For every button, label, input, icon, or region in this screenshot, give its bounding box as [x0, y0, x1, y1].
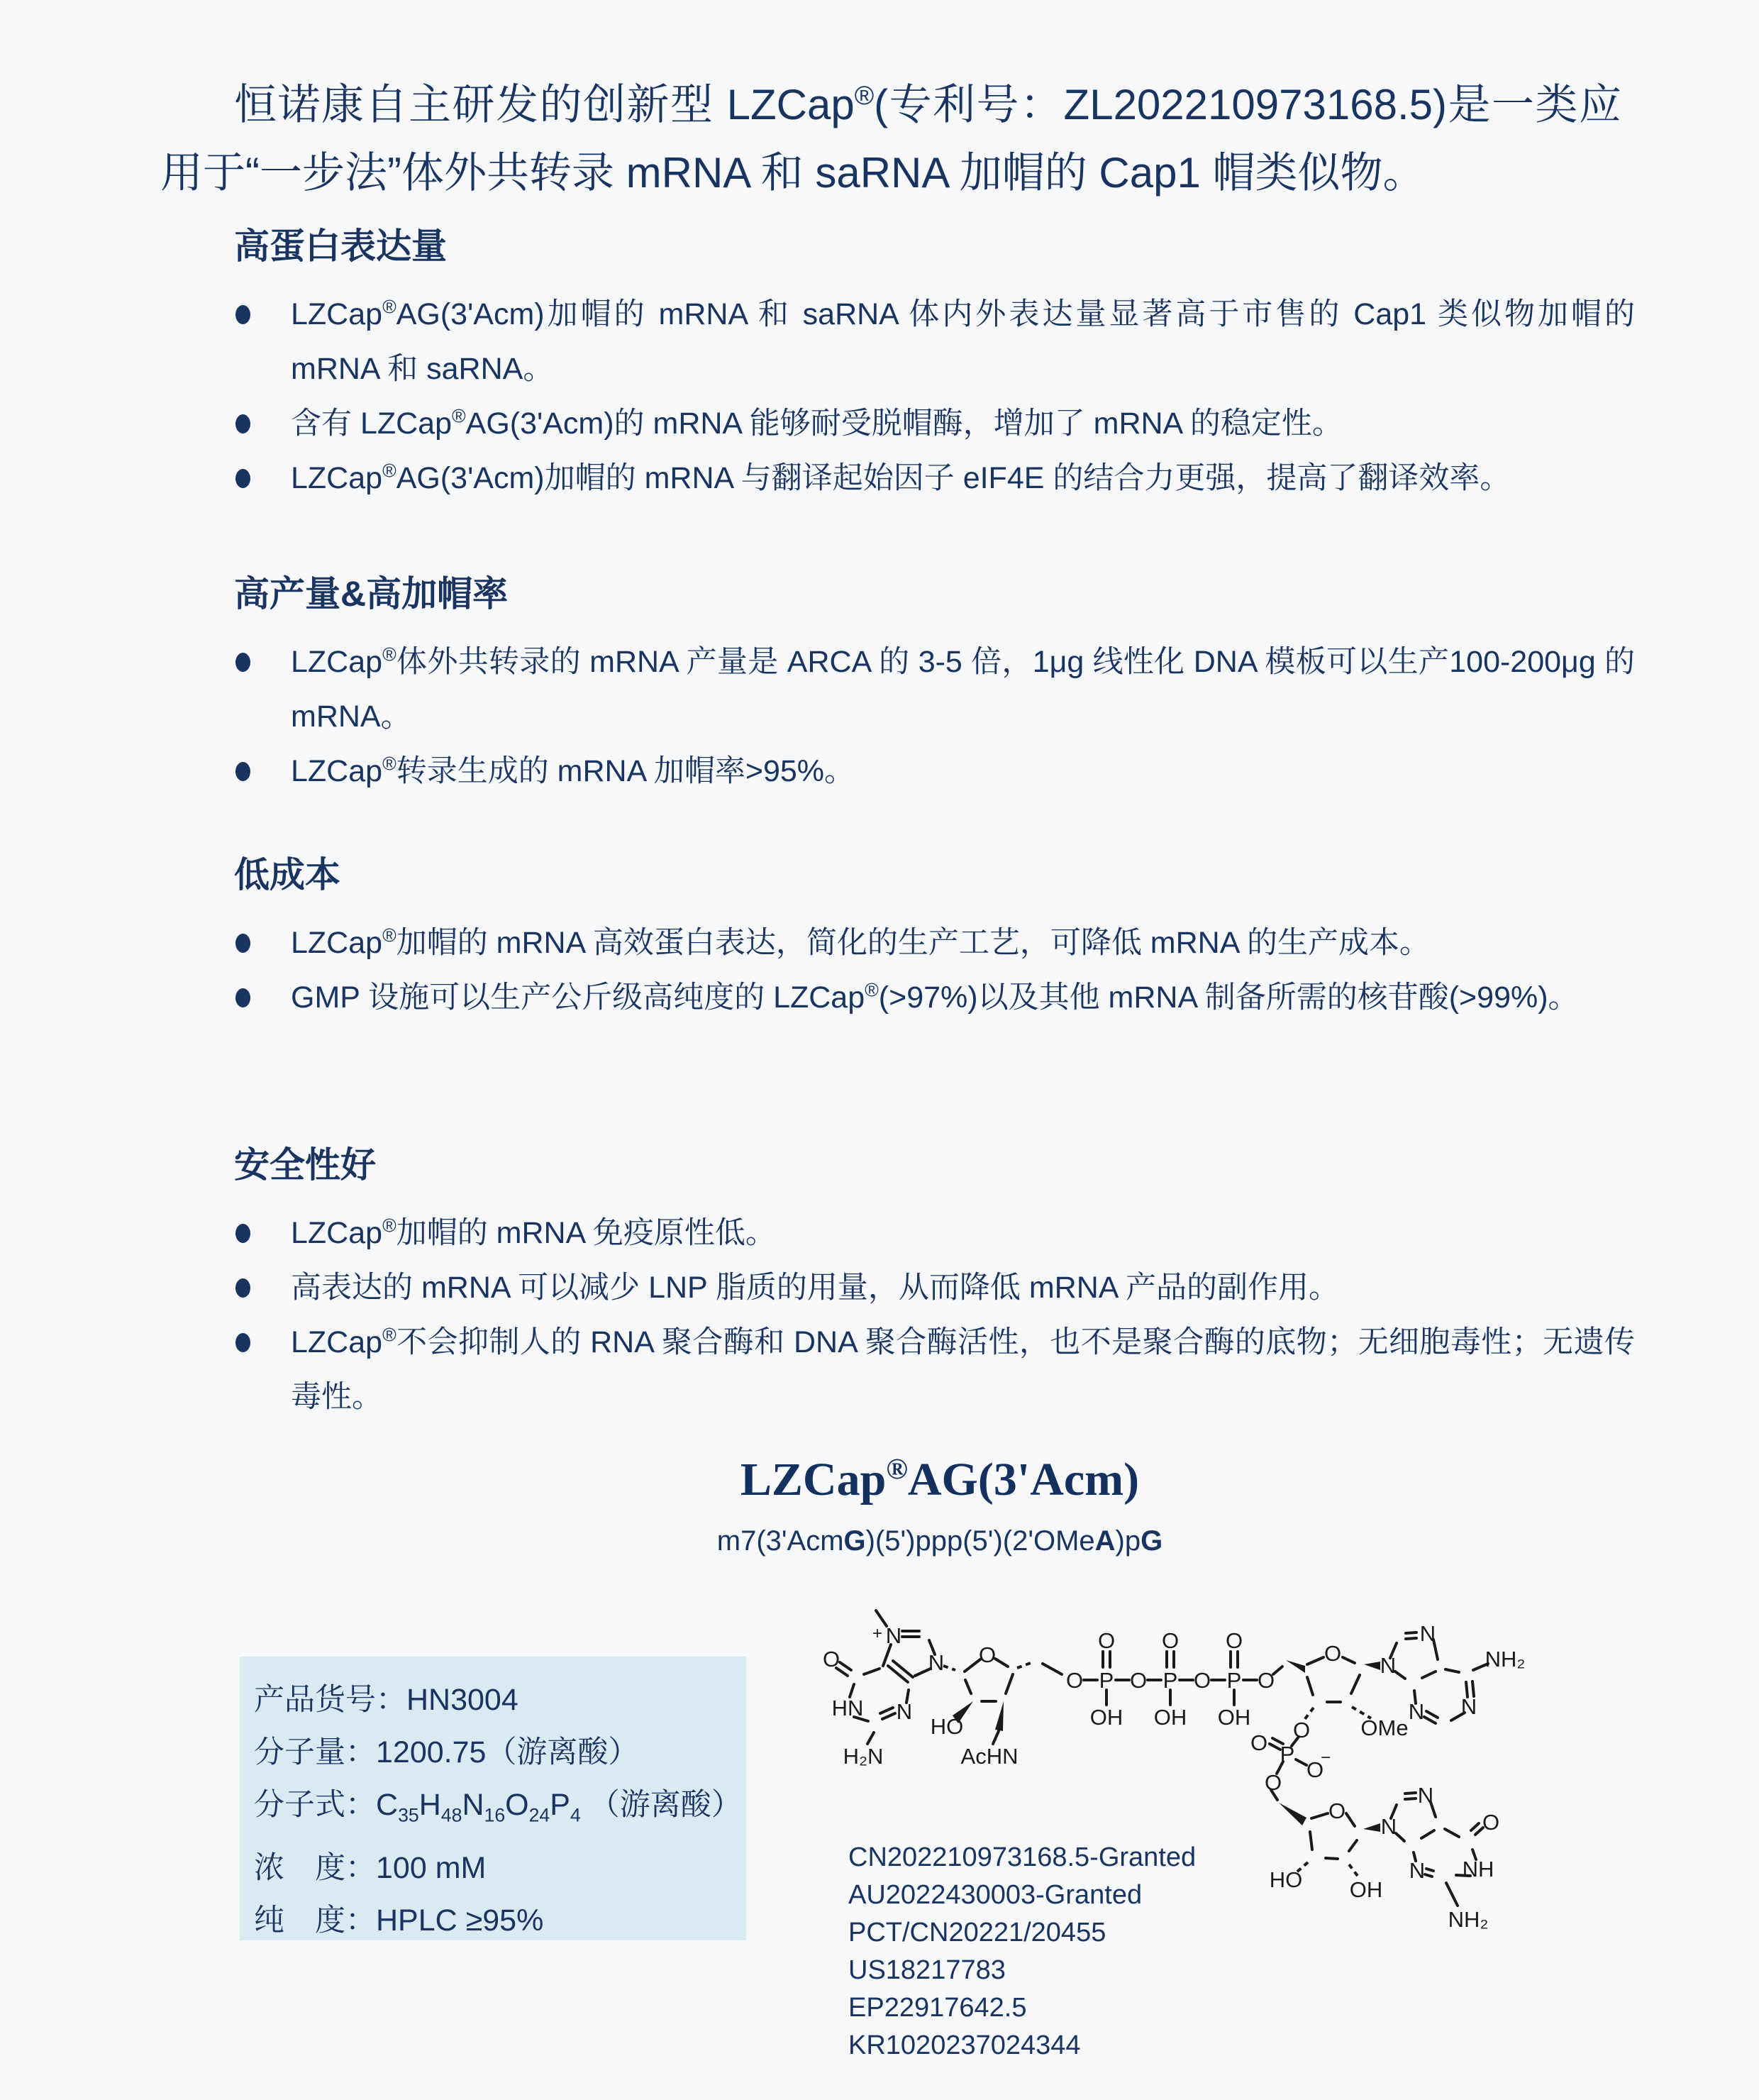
bullet-list [234, 635, 1635, 799]
cap-formula-segment: G [1141, 1525, 1163, 1557]
cap-formula-segment: )(5')ppp(5')(2'OMe [865, 1525, 1095, 1557]
bullet-item: LZCap®加帽的 mRNA 高效蛋白表达，简化的生产工艺，可降低 mRNA 的生产成本。 [234, 916, 1635, 971]
info-value: HPLC ≥95% [376, 1903, 544, 1938]
cap-formula-segment: G [843, 1525, 866, 1557]
product-info-row [254, 1842, 739, 1894]
atom-label: AcHN [960, 1744, 1019, 1769]
atom-label: N [1460, 1694, 1477, 1719]
product-info-row [254, 1779, 742, 1842]
atom-label: P [1280, 1742, 1295, 1767]
atom-label: O [822, 1647, 840, 1671]
bullet-item: LZCap®AG(3'Acm)加帽的 mRNA 与翻译起始因子 eIF4E 的结合力更强，提高了翻译效率。 [234, 451, 1635, 506]
section-heading: 高蛋白表达量 [234, 226, 447, 266]
atom-label: O [1225, 1628, 1243, 1653]
atom-label: N [1380, 1814, 1397, 1839]
product-info-box [240, 1657, 746, 1940]
atom-label: N [1380, 1653, 1397, 1678]
chemical-structure-svg [809, 1582, 1546, 2008]
info-label: 纯 度： [254, 1903, 376, 1938]
atom-label: OH [1089, 1705, 1123, 1730]
atom-label: O [1306, 1757, 1324, 1782]
info-value: $C_{35}H_{48}N_{16}O_{24}P_4$ （游离酸） [376, 1788, 742, 1826]
atom-label: OH [1349, 1877, 1383, 1902]
section-low-cost [234, 853, 1635, 1025]
bullet-item: LZCap®转录生成的 mRNA 加帽率>95%。 [234, 744, 1635, 799]
atom-label: − [1320, 1748, 1331, 1767]
atom-label: P [1226, 1668, 1242, 1693]
patent-item: CN202210973168.5-Granted [848, 1842, 1197, 1872]
bullet-item: LZCap®不会抑制人的 RNA 聚合酶和 DNA 聚合酶活性，也不是聚合酶的底物；无细胞毒性；无遗传毒性。 [234, 1315, 1635, 1425]
atom-label: O [1292, 1718, 1311, 1742]
bullet-list [234, 1206, 1635, 1425]
atom-label: HO [930, 1714, 964, 1739]
product-info-row [254, 1726, 739, 1779]
atom-label: NH [1462, 1857, 1494, 1881]
atom-label: HN [831, 1696, 864, 1720]
atom-label: O [1065, 1668, 1084, 1693]
intro-paragraph: 恒诺康自主研发的创新型 LZCap®(专利号：ZL202210973168.5)是一类应用于“一步法”体外共转录 mRNA 和 saRNA 加帽的 Cap1 帽类似物。 [160, 80, 1621, 197]
info-value: HN3004 [406, 1683, 518, 1717]
atom-label: O [1193, 1668, 1211, 1693]
atom-label: O [1264, 1770, 1282, 1795]
patent-item: PCT/CN20221/20455 [848, 1918, 1106, 1947]
product-cap-formula [121, 1525, 1759, 1557]
atom-label: O [1328, 1798, 1346, 1823]
patent-item: US18217783 [848, 1955, 1006, 1985]
cap-formula-segment: A [1094, 1525, 1116, 1557]
atom-label: N [1419, 1621, 1436, 1646]
atom-label: P [1099, 1668, 1114, 1693]
section-yield-capping [234, 573, 1635, 799]
cap-formula-segment: )p [1115, 1525, 1141, 1557]
cap-formula-segment: m7(3'Acm [716, 1525, 844, 1557]
atom-label: HO [1269, 1867, 1303, 1892]
atom-label: + [872, 1624, 883, 1643]
chemical-structure [809, 1582, 1546, 2008]
bullet-item: LZCap®加帽的 mRNA 免疫原性低。 [234, 1206, 1635, 1261]
atom-label: N [1409, 1858, 1426, 1883]
section-safety [234, 1144, 1635, 1425]
atom-label: N [885, 1623, 902, 1648]
patent-item: EP22917642.5 [848, 1993, 1027, 2023]
bullet-item: 高表达的 mRNA 可以减少 LNP 脂质的用量，从而降低 mRNA 产品的副作用。 [234, 1261, 1635, 1315]
bullet-list [234, 287, 1635, 506]
atom-label: O [978, 1642, 997, 1667]
atom-label: O [1161, 1628, 1180, 1653]
info-label: 浓 度： [254, 1850, 376, 1885]
info-label: 分子量： [254, 1735, 376, 1769]
atom-label: OMe [1360, 1715, 1409, 1740]
info-label: 产品货号： [254, 1683, 406, 1717]
atom-label: N [1408, 1699, 1425, 1724]
atom-label: N [896, 1699, 913, 1724]
section-heading: 高产量&高加帽率 [234, 574, 509, 614]
bullet-item: GMP 设施可以生产公斤级高纯度的 LZCap®(>97%)以及其他 mRNA 制备所需的核苷酸(>99%)。 [234, 971, 1635, 1025]
atom-label: O [1097, 1628, 1116, 1653]
product-info-row [254, 1894, 739, 1947]
patent-item: KR1020237024344 [848, 2030, 1081, 2060]
atom-label: P [1163, 1668, 1178, 1693]
info-value: 100 mM [376, 1850, 487, 1885]
atom-label: O [1250, 1730, 1268, 1755]
product-title: LZCap®AG(3'Acm) [740, 1453, 1140, 1505]
section-heading: 安全性好 [234, 1145, 376, 1185]
section-protein-expression [234, 225, 1635, 506]
atom-label: NH₂ [1485, 1647, 1526, 1671]
atom-labels [823, 1621, 1525, 1932]
patent-item: AU2022430003-Granted [848, 1880, 1143, 1910]
info-value: 1200.75（游离酸） [376, 1735, 639, 1769]
info-label: 分子式： [254, 1788, 376, 1822]
atom-label: OH [1217, 1705, 1251, 1730]
atom-label: O [1482, 1810, 1500, 1835]
atom-label: O [1324, 1641, 1342, 1666]
atom-label: NH₂ [1448, 1907, 1489, 1932]
atom-label: N [1417, 1783, 1434, 1808]
section-heading: 低成本 [234, 855, 340, 895]
atom-label: OH [1153, 1705, 1187, 1730]
atom-label: N [928, 1650, 945, 1675]
bullet-list [234, 916, 1635, 1025]
bullet-item: LZCap®AG(3'Acm)加帽的 mRNA 和 saRNA 体内外表达量显著高于市售的 Cap1 类似物加帽的 mRNA 和 saRNA。 [234, 287, 1635, 397]
atom-label: O [1257, 1668, 1275, 1693]
atom-label: H₂N [843, 1744, 884, 1769]
product-info-row [254, 1674, 739, 1726]
bullet-item: 含有 LZCap®AG(3'Acm)的 mRNA 能够耐受脱帽酶，增加了 mRNA 的稳定性。 [234, 397, 1635, 451]
atom-label: O [1129, 1668, 1148, 1693]
bullet-item: LZCap®体外共转录的 mRNA 产量是 ARCA 的 3-5 倍，1μg 线性化 DNA 模板可以生产100-200μg 的 mRNA。 [234, 635, 1635, 744]
